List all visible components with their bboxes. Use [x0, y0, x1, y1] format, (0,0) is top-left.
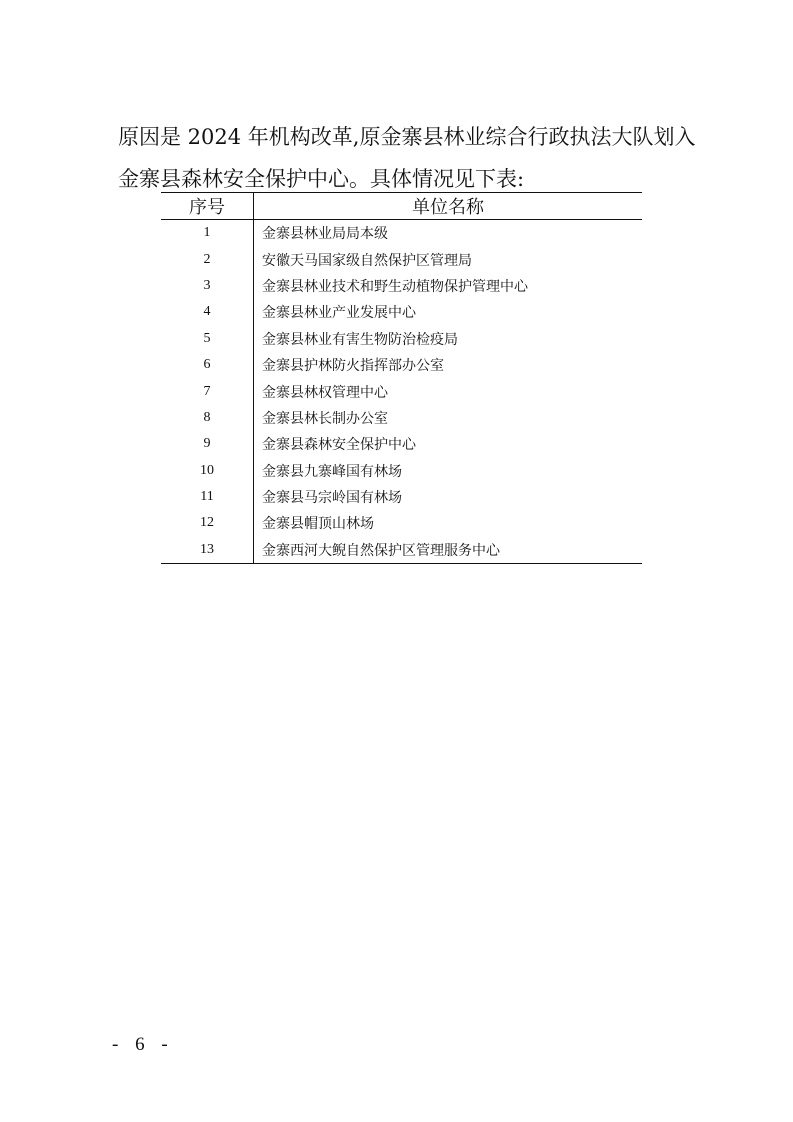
row-serial-number: 5	[161, 326, 254, 352]
row-unit-name: 金寨县护林防火指挥部办公室	[262, 358, 444, 375]
row-unit-name: 金寨县林业产业发展中心	[262, 305, 416, 322]
row-serial-number: 12	[161, 510, 254, 536]
row-unit-name: 金寨县林业技术和野生动植物保护管理中心	[262, 278, 528, 295]
table-row	[161, 537, 642, 564]
row-serial-number: 10	[161, 458, 254, 484]
table-row	[161, 246, 642, 272]
table-row	[161, 510, 642, 536]
table-row	[161, 352, 642, 378]
body-paragraph	[118, 116, 718, 200]
table-header-row	[161, 193, 642, 220]
table-row	[161, 405, 642, 431]
row-unit-name: 金寨县帽顶山林场	[262, 516, 374, 533]
row-unit-name: 金寨县九寨峰国有林场	[262, 463, 402, 480]
header-unit-name: 单位名称	[254, 193, 643, 220]
table-row	[161, 299, 642, 325]
table-row	[161, 378, 642, 404]
table-row	[161, 273, 642, 299]
paragraph-line-1: 原因是 2024 年机构改革,原金寨县林业综合行政执法大队划入	[118, 125, 696, 149]
table-row	[161, 484, 642, 510]
page-number: - 6 -	[112, 1034, 174, 1055]
row-unit-name: 金寨县森林安全保护中心	[262, 437, 416, 454]
row-unit-name: 金寨西河大鲵自然保护区管理服务中心	[262, 542, 500, 559]
row-unit-name: 安徽天马国家级自然保护区管理局	[262, 252, 472, 269]
paragraph-line-2: 金寨县森林安全保护中心。具体情况见下表:	[118, 167, 525, 191]
table-row	[161, 458, 642, 484]
row-serial-number: 4	[161, 299, 254, 325]
row-serial-number: 3	[161, 273, 254, 299]
row-serial-number: 1	[161, 220, 254, 247]
row-serial-number: 7	[161, 378, 254, 404]
row-serial-number: 6	[161, 352, 254, 378]
row-serial-number: 9	[161, 431, 254, 457]
row-serial-number: 13	[161, 537, 254, 564]
row-serial-number: 11	[161, 484, 254, 510]
row-unit-name: 金寨县马宗岭国有林场	[262, 490, 402, 507]
table-row	[161, 326, 642, 352]
row-serial-number: 2	[161, 246, 254, 272]
row-unit-name: 金寨县林业有害生物防治检疫局	[262, 331, 458, 348]
row-unit-name: 金寨县林权管理中心	[262, 384, 388, 401]
header-serial-number: 序号	[161, 193, 254, 220]
units-table	[161, 192, 642, 564]
row-serial-number: 8	[161, 405, 254, 431]
row-unit-name: 金寨县林长制办公室	[262, 410, 388, 427]
table-row	[161, 220, 642, 247]
row-unit-name: 金寨县林业局局本级	[262, 226, 388, 243]
table-row	[161, 431, 642, 457]
